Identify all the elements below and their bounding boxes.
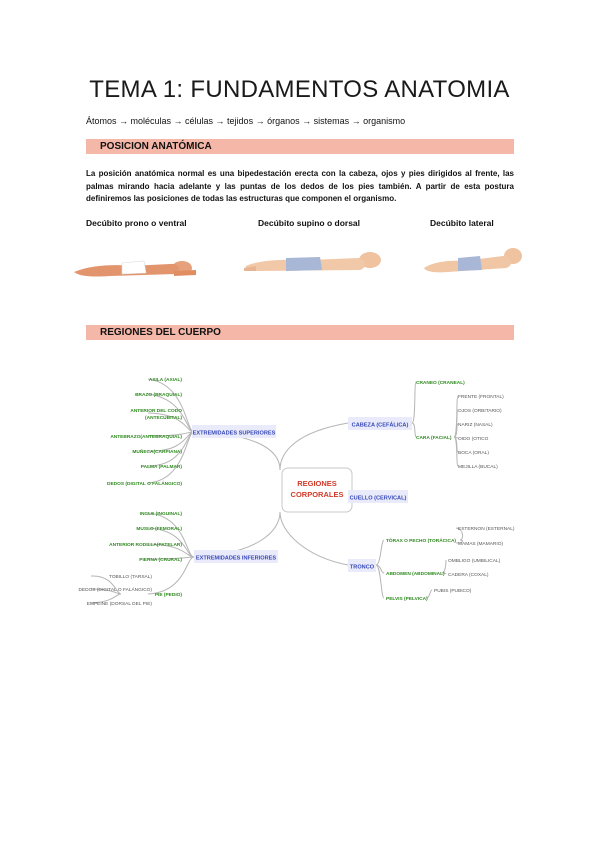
node-cabeza: CABEZA (CEFÁLICA) xyxy=(351,422,409,429)
label-prono: Decúbito prono o ventral xyxy=(86,218,187,228)
cabeza-craneo: CRANEO (CRANEAL) xyxy=(416,381,465,386)
pie-item-2: DEDOS (DIGITAL O FALÁNGICO) xyxy=(78,588,152,593)
lateral-figure xyxy=(418,242,528,278)
supine-figure xyxy=(238,246,388,276)
cara-item-3: NARIZ (NASAL) xyxy=(458,423,493,428)
ext-sup-item-2: BRAZO (BRAQUIAL) xyxy=(135,393,182,398)
pie-item-1: TOBILLO (TARSAL) xyxy=(108,575,152,580)
label-supino: Decúbito supino o dorsal xyxy=(258,218,361,228)
ext-inf-item-1: INGLE (INGUINAL) xyxy=(139,512,182,517)
page-title: TEMA 1: FUNDAMENTOS ANATOMIA xyxy=(89,76,510,103)
tronco-abdomen: ABDOMEN (ABDOMINAL) xyxy=(386,572,445,577)
ext-inf-item-2: MUSLO (FEMORAL) xyxy=(136,527,182,532)
abdomen-item-2: CADERA (COXAL) xyxy=(448,573,489,578)
ext-sup-item-3b: (ANTECUBITAL) xyxy=(145,416,182,421)
ext-sup-item-6: PALMA (PALMAR) xyxy=(140,465,182,470)
cabeza-cara: CARA (FACIAL) xyxy=(416,436,452,441)
abdomen-item-1: OMBLIGO (UMBILICAL) xyxy=(448,559,501,564)
cara-item-4: OIDO (OTICO xyxy=(458,437,489,442)
pelvis-item-1: PUBIS (PUBICO) xyxy=(434,589,472,594)
cara-item-1: FRENTE (FRONTAL) xyxy=(458,395,504,400)
pie-item-3: EMPEINE (DORSAL DEL PIE) xyxy=(86,602,152,607)
node-ext-sup: EXTREMIDADES SUPERIORES xyxy=(192,430,276,437)
section-header-regiones: REGIONES DEL CUERPO xyxy=(86,325,514,340)
torax-item-1: ESTERNON (ESTERNAL) xyxy=(458,527,515,532)
paragraph-posicion: La posición anatómica normal es una bipedestación erecta con la cabeza, ojos y pies dirigidos al frente, las palmas mirando hacia adelante y las puntas de los dedos de los pies también. A partir de esta postura definiremos las posiciones de todas las estructuras que componen el organismo. xyxy=(86,169,514,203)
tronco-pelvis: PELVIS (PELVICA) xyxy=(386,597,428,602)
tronco-torax: TÓRAX O PECHO (TORÁCICA) xyxy=(386,539,456,544)
ext-inf-item-3: ANTERIOR RODILLA(PATELAR) xyxy=(109,543,182,548)
label-lateral: Decúbito lateral xyxy=(430,218,494,228)
node-ext-inf: EXTREMIDADES INFERIORES xyxy=(195,555,277,562)
ext-sup-item-1: AXILA (AXIAL) xyxy=(148,378,182,383)
ext-inf-item-4: PIERNA (CRURAL) xyxy=(139,558,182,563)
node-cuello: CUELLO (CERVICAL) xyxy=(349,495,407,502)
center-line-1: REGIONES xyxy=(297,479,337,488)
center-line-2: CORPORALES xyxy=(290,490,344,499)
torax-item-2: MAMAS (MAMARIO) xyxy=(458,542,504,547)
ext-inf-item-5: PIE (PEDIO) xyxy=(154,593,182,598)
cara-item-2: OJOS (ORBITARIO) xyxy=(458,409,502,414)
ext-sup-item-3: ANTERIOR DEL CODO xyxy=(130,409,182,414)
node-tronco: TRONCO xyxy=(349,564,375,571)
ext-sup-item-7: DEDOS (DIGITAL O FALÁNGICO) xyxy=(107,482,182,487)
ext-sup-item-4: ANTEBRAZO(ANTEBRAQUIAL) xyxy=(110,435,182,440)
prone-figure xyxy=(70,246,200,280)
ext-sup-item-5: MUÑECA(CARPIANA) xyxy=(132,450,182,455)
cara-item-6: MEJILLA (BUCAL) xyxy=(458,465,498,470)
levels-chain: Átomos → moléculas → células → tejidos → órganos → sistemas → organismo xyxy=(86,116,406,126)
regions-mindmap xyxy=(78,362,515,622)
section-header-posicion: POSICION ANATÓMICA xyxy=(86,139,514,154)
cara-item-5: BOCA (ORAL) xyxy=(458,451,489,456)
